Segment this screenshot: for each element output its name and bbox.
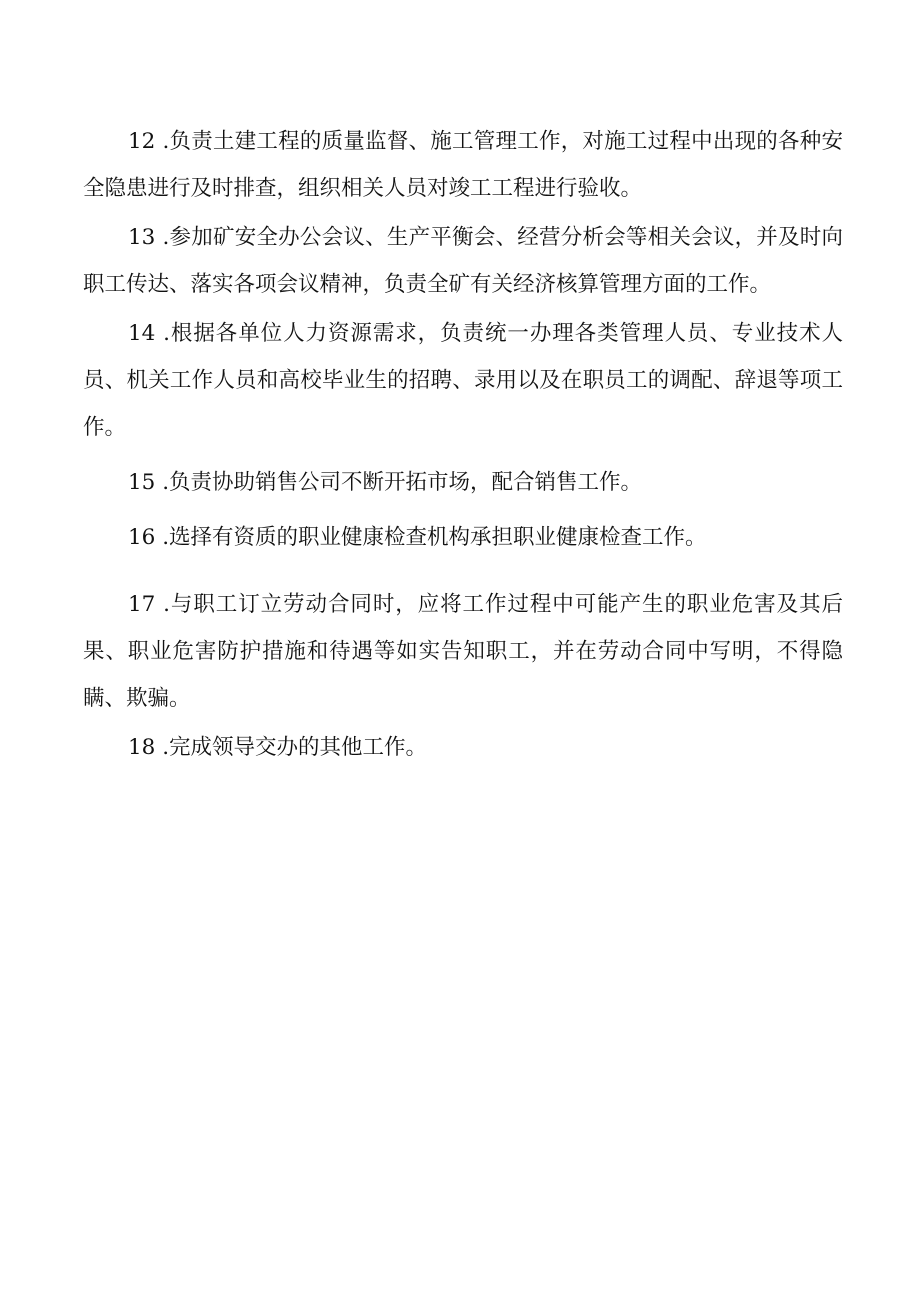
item-text: .与职工订立劳动合同时，应将工作过程中可能产生的职业危害及其后果、职业危害防护措施和待遇等如实告知职工，并在劳动合同中写明，不得隐瞒、欺骗。 xyxy=(83,592,843,711)
item-number: 18 xyxy=(128,735,156,760)
item-text: .选择有资质的职业健康检查机构承担职业健康检查工作。 xyxy=(162,525,707,550)
paragraph-16 xyxy=(83,514,843,561)
paragraph-17 xyxy=(83,581,843,722)
item-number: 12 xyxy=(128,129,156,154)
item-text: .负责协助销售公司不断开拓市场，配合销售工作。 xyxy=(162,470,643,495)
item-text: .完成领导交办的其他工作。 xyxy=(162,735,428,760)
item-text: .参加矿安全办公会议、生产平衡会、经营分析会等相关会议，并及时向职工传达、落实各项会议精神，负责全矿有关经济核算管理方面的工作。 xyxy=(83,225,843,297)
paragraph-13 xyxy=(83,214,843,308)
item-number: 13 xyxy=(128,225,156,250)
item-number: 14 xyxy=(128,321,156,346)
document-content xyxy=(83,118,843,771)
item-text: .根据各单位人力资源需求，负责统一办理各类管理人员、专业技术人员、机关工作人员和高校毕业生的招聘、录用以及在职员工的调配、辞退等项工作。 xyxy=(83,321,843,440)
item-text: .负责土建工程的质量监督、施工管理工作，对施工过程中出现的各种安全隐患进行及时排查，组织相关人员对竣工工程进行验收。 xyxy=(83,129,843,201)
paragraph-12 xyxy=(83,118,843,212)
item-number: 17 xyxy=(128,592,156,617)
paragraph-18 xyxy=(83,724,843,771)
paragraph-15 xyxy=(83,459,843,506)
paragraph-14 xyxy=(83,310,843,451)
item-number: 15 xyxy=(128,470,156,495)
item-number: 16 xyxy=(128,525,156,550)
